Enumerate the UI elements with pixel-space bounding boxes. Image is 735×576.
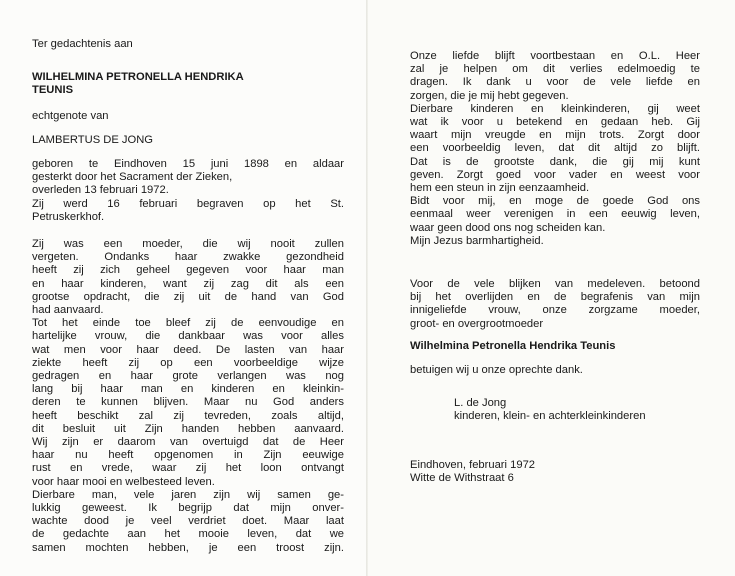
- deceased-name: [32, 71, 344, 97]
- header-text: Ter gedachtenis aan: [32, 38, 133, 50]
- farewell-line: zorgen, die je mij hebt gegeven.: [410, 89, 569, 102]
- details-line: overleden 13 februari 1972.: [32, 184, 169, 197]
- farewell-line: een voorbeeldig leven, dat dit altijd zo blijft.: [410, 142, 700, 155]
- thanks-name: [410, 340, 700, 353]
- thanks-closing: [410, 364, 700, 377]
- farewell-line: hem een steun in zijn eenzaamheid.: [410, 182, 590, 195]
- name-line: TEUNIS: [32, 84, 74, 97]
- farewell-line: Bidt voor mij, en moge de goede God ons: [410, 195, 700, 208]
- thanks-line: Voor de vele blijken van medeleven. betoond: [410, 278, 700, 290]
- farewell-line: Mijn Jezus barmhartigheid.: [410, 234, 544, 247]
- tribute-line: heeft beschikt zal zij tevreden, zoals altijd,: [32, 409, 344, 422]
- farewell-line: Dierbare kinderen en kleinkinderen, gij weet: [410, 102, 700, 115]
- thanks-name-text: Wilhelmina Petronella Hendrika Teunis: [410, 340, 616, 352]
- tribute-line: grootse opdracht, die zij uit de hand van God: [32, 290, 344, 303]
- thanks-line: bij het overlijden en de begrafenis van mijn: [410, 291, 700, 304]
- thanks-message: [410, 278, 700, 331]
- tribute-line: had aanvaard.: [32, 304, 104, 317]
- details-line: gesterkt door het Sacrament der Zieken,: [32, 171, 233, 184]
- tribute-line: samen mochten hebben, je een troost zijn.: [32, 541, 344, 554]
- tribute-text: [32, 238, 344, 555]
- tribute-line: rust en vrede, waar zij het loon ontvangt: [32, 462, 344, 475]
- farewell-line: waart mijn vreugde en mijn trots. Zorgt door: [410, 129, 700, 142]
- memorial-header: [32, 38, 344, 51]
- tribute-line: en haar kinderen, want zij zag dit als een: [32, 277, 344, 290]
- farewell-line: Dat is de grootste dank, die gij mij kunt: [410, 155, 700, 168]
- tribute-line: lukkig geweest. Ik begrijp dat mijn onver-: [32, 502, 344, 515]
- details-line: Zij werd 16 februari begraven op het St.: [32, 197, 344, 210]
- signature-line: L. de Jong: [454, 397, 507, 409]
- tribute-line: vergeten. Ondanks haar zwakke gezondheid: [32, 251, 344, 264]
- farewell-line: eenmaal weer verenigen in een eeuwig leven,: [410, 208, 700, 221]
- tribute-line: Wij zijn er daarom van overtuigd dat de Heer: [32, 436, 344, 449]
- tribute-line: heeft zij zich geheel gegeven voor haar man: [32, 264, 344, 277]
- tribute-line: wat men voor haar deed. De lasten van haar: [32, 343, 344, 356]
- spouse-name: [32, 134, 344, 147]
- tribute-line: Tot het einde toe bleef zij de eenvoudige en: [32, 317, 344, 330]
- details-line: Petruskerkhof.: [32, 210, 105, 223]
- place-date: Eindhoven, februari 1972: [410, 459, 536, 471]
- spouse-name-text: LAMBERTUS DE JONG: [32, 134, 154, 146]
- details-line: geboren te Eindhoven 15 juni 1898 en aldaar: [32, 158, 344, 170]
- farewell-line: geven. Zorgt goed voor vader en weest voor: [410, 168, 700, 181]
- tribute-line: voor haar mooi en welbesteed leven.: [32, 475, 215, 488]
- place-and-address: [410, 459, 700, 485]
- farewell-line: waar geen dood ons nog scheiden kan.: [410, 221, 606, 234]
- farewell-message: [410, 50, 700, 248]
- address: Witte de Withstraat 6: [410, 472, 514, 485]
- name-line: WILHELMINA PETRONELLA HENDRIKA: [32, 71, 244, 83]
- tribute-line: deren te kunnen blijven. Maar nu God anders: [32, 396, 344, 409]
- thanks-line: innigeliefde vrouw, onze zorgzame moeder,: [410, 304, 700, 317]
- life-details: [32, 158, 344, 224]
- card-fold: [366, 0, 368, 576]
- farewell-line: zal je helpen om dit verlies edelmoedig te: [410, 63, 700, 76]
- signature: [454, 397, 714, 423]
- tribute-line: lang bij haar man en kinderen en kleinkin-: [32, 383, 344, 396]
- tribute-line: dit besluit uit Zijn handen hebben aanvaard.: [32, 422, 344, 435]
- farewell-line: Onze liefde blijft voortbestaan en O.L. Heer: [410, 50, 700, 62]
- tribute-line: Zij was een moeder, die wij nooit zullen: [32, 238, 344, 250]
- thanks-closing-text: betuigen wij u onze oprechte dank.: [410, 364, 583, 376]
- tribute-line: Dierbare man, vele jaren zijn wij samen ge-: [32, 488, 344, 501]
- tribute-line: wachte dood je veel verdriet doet. Maar laat: [32, 515, 344, 528]
- spouse-label-text: echtgenote van: [32, 110, 109, 122]
- tribute-line: gedragen en haar grote verlangen was nog: [32, 370, 344, 383]
- tribute-line: de gedachte aan het mooie leven, dat we: [32, 528, 344, 541]
- signature-line: kinderen, klein- en achterkleinkinderen: [454, 410, 646, 423]
- spouse-label: [32, 110, 344, 123]
- tribute-line: haar nu heeft opgenomen in Zijn eeuwige: [32, 449, 344, 462]
- thanks-line: groot- en overgrootmoeder: [410, 317, 544, 330]
- farewell-line: dragen. Ik dank u voor de vele liefde en: [410, 76, 700, 89]
- farewell-line: wat ik voor u betekend en gedaan heb. Gij: [410, 116, 700, 129]
- tribute-line: hartelijke vrouw, die dankbaar was voor alles: [32, 330, 344, 343]
- tribute-line: ziekte heeft zij op een voorbeeldige wijze: [32, 356, 344, 369]
